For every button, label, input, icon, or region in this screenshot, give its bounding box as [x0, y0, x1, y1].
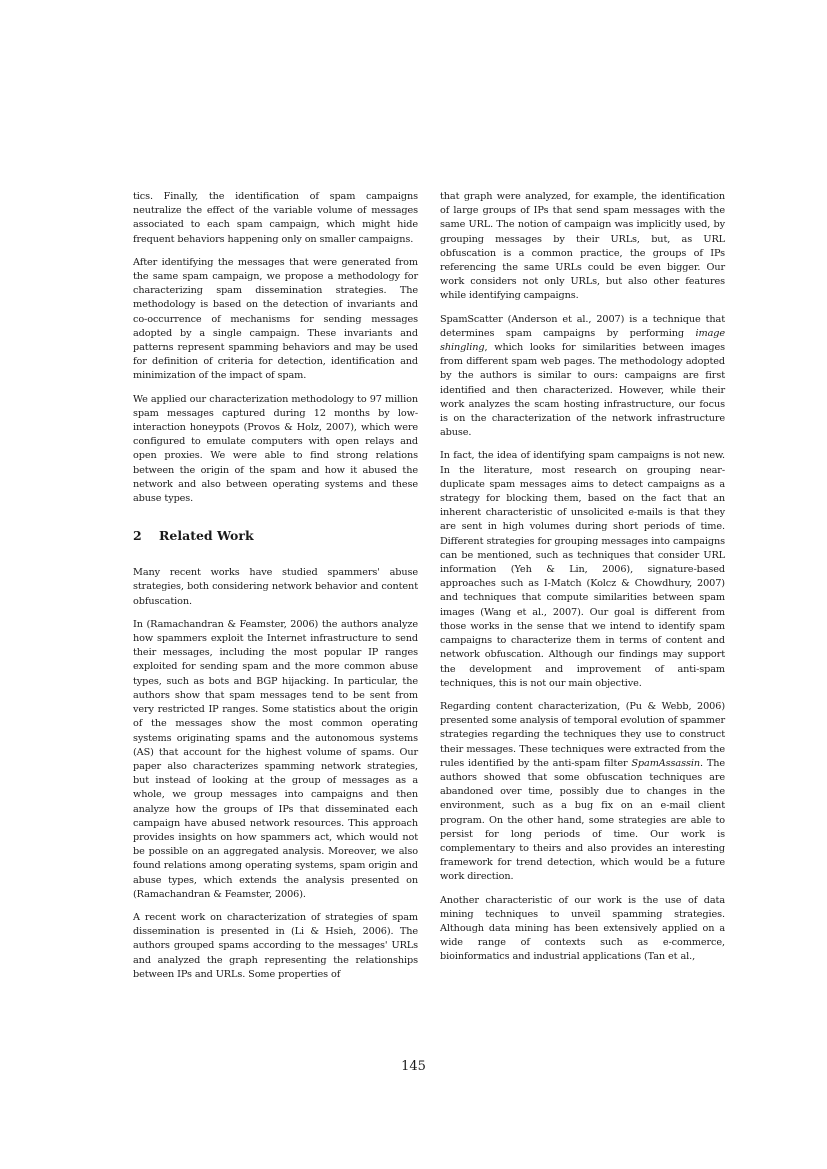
paragraph: tics. Finally, the identification of spam campaigns neutralize the effect of the variable volume of messages associated to each spam campaign, which might hide frequent behaviors happening only on smaller campaigns.: [133, 191, 418, 245]
left-column: [133, 190, 418, 991]
paragraph: Many recent works have studied spammers' abuse strategies, both considering network behavior and content obfuscation.: [133, 567, 418, 607]
emphasized-term: SpamAssassin: [631, 757, 700, 769]
paragraph: A recent work on characterization of strategies of spam dissemination is presented in (Li & Hsieh, 2006). The authors grouped spams according to the messages' URLs and analyzed the graph representing the relationships between IPs and URLs. Some properties of: [133, 911, 418, 980]
section-number: 2: [133, 528, 142, 544]
paragraph-text: Regarding content characterization, (Pu & Webb, 2006) presented some analysis of temporal evolution of spammer strategies regarding the techniques they use to construct their messages. These techniques were extracted from the rules identified by the anti-spam filter: [440, 700, 725, 769]
section-heading: [133, 528, 418, 544]
paragraph: that graph were analyzed, for example, the identification of large groups of IPs that send spam messages with the same URL. The notion of campaign was implicitly used, by grouping messages by their URLs, but, as URL obfuscation is a common practice, the groups of IPs referencing the same URLs could be even bigger. Our work considers not only URLs, but also other features while identifying campaigns.: [440, 191, 725, 302]
paragraph: In fact, the idea of identifying spam campaigns is not new. In the literature, most research on grouping near-duplicate spam messages aims to detect campaigns as a strategy for blocking them, based on the fact that an inherent characteristic of unsolicited e-mails is that they are sent in high volumes during short periods of time. Different strategies for grouping messages into campaigns can be mentioned, such as techniques that consider URL information (Yeh & Lin, 2006), signature-based approaches such as I-Match (Kolcz & Chowdhury, 2007) and techniques that compute similarities between spam images (Wang et al., 2007). Our goal is different from those works in the sense that we intend to identify spam campaigns to characterize them in terms of content and network obfuscation. Although our findings may support the development and improvement of anti-spam techniques, this is not our main objective.: [440, 450, 725, 689]
page-number: 145: [401, 1059, 426, 1074]
paragraph: Another characteristic of our work is the use of data mining techniques to unveil spamming strategies. Although data mining has been extensively applied on a wide range of contexts such as e-commerce, bioinformatics and industrial applications (Tan et al.,: [440, 894, 725, 963]
emphasized-term: image shingling: [440, 327, 725, 354]
paragraph: We applied our characterization methodology to 97 million spam messages captured during 12 months by low-interaction honeypots (Provos & Holz, 2007), which were configured to emulate computers with open relays and open proxies. We were able to find strong relations between the origin of the spam and how it abused the network and also between operating systems and these abuse types.: [133, 393, 418, 505]
paragraph: In (Ramachandran & Feamster, 2006) the authors analyze how spammers exploit the Internet infrastructure to send their messages, including the most popular IP ranges exploited for sending spam and the more common abuse types, such as bots and BGP hijacking. In particular, the authors show that spam messages tend to be sent from very restricted IP ranges. Some statistics about the origin of the messages show the most common operating systems originating spams and the autonomous systems (AS) that account for the highest volume of spams. Our paper also characterizes spamming network strategies, but instead of looking at the group of messages as a whole, we group messages into campaigns and then analyze how the groups of IPs that disseminated each campaign have abused network resources. This approach provides insights on how spammers act, which would not be possible on an aggregated analysis. Moreover, we also found relations among operating systems, spam origin and abuse types, which extends the analysis presented on (Ramachandran & Feamster, 2006).: [133, 618, 418, 900]
paragraph: After identifying the messages that were generated from the same spam campaign, we propose a methodology for characterizing spam dissemination strategies. The methodology is based on the detection of invariants and co-occurrence of mechanisms for sending messages adopted by a single campaign. These invariants and patterns represent spamming behaviors and may be used for definition of criteria for detection, identification and minimization of the impact of spam.: [133, 256, 418, 382]
paragraph: [440, 700, 725, 885]
section-title: Related Work: [159, 528, 254, 544]
paragraph-text: , which looks for similarities between images from different spam web pages. The methodology adopted by the authors is similar to ours: campaigns are first identified and then characterized. However, while their work analyzes the scam hosting infrastructure, our focus is on the characterization of the network infrastructure abuse.: [440, 342, 725, 439]
paragraph-text: SpamScatter (Anderson et al., 2007) is a technique that determines spam campaigns by performing: [440, 313, 725, 339]
paragraph: [440, 313, 725, 441]
paragraph-text: . The authors showed that some obfuscation techniques are abandoned over time, possibly due to changes in the environment, such as a bug fix on an e-mail client program. On the other hand, some strategies are able to persist for long periods of time. Our work is complementary to theirs and also provides an interesting framework for trend detection, which would be a future work direction.: [440, 757, 725, 883]
right-column: [440, 190, 725, 974]
